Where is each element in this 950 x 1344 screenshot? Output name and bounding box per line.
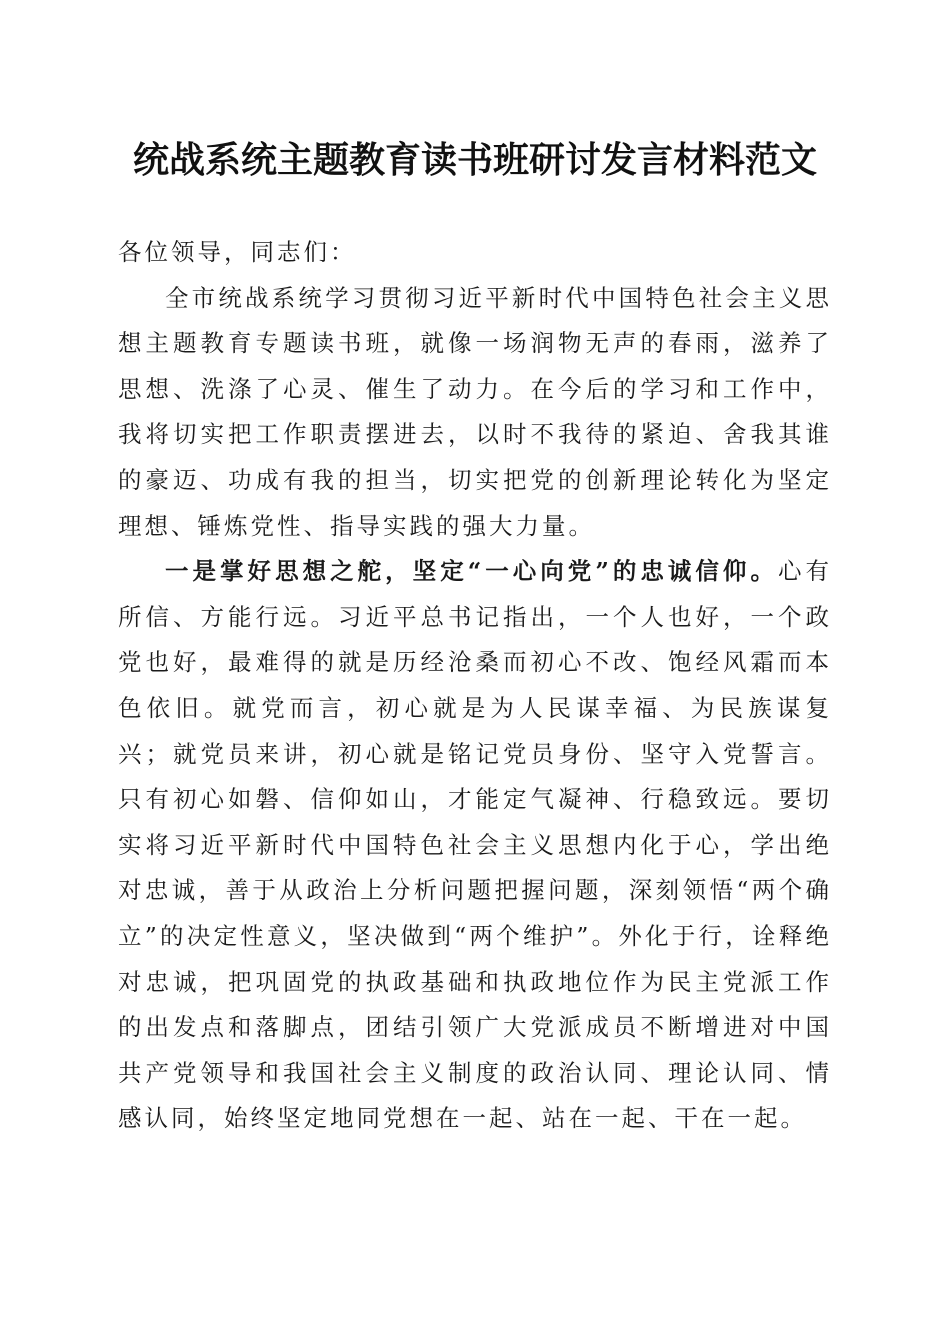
paragraph-point-one-lead: 一是掌好思想之舵，坚定“一心向党”的忠诚信仰。: [165, 557, 778, 586]
paragraph-point-one-body: 心有所信、方能行远。习近平总书记指出，一个人也好，一个政党也好，最难得的就是历经沧桑而初心不改、饱经风霜而本色依旧。就党而言，初心就是为人民谋幸福、为民族谋复兴；就党员来讲，初心就是铭记党员身份、坚守入党誓言。只有初心如磐、信仰如山，才能定气凝神、行稳致远。要切实将习近平新时代中国特色社会主义思想内化于心，学出绝对忠诚，善于从政治上分析问题把握问题，深刻领悟“两个确立”的决定性意义，坚决做到“两个维护”。外化于行，诠释绝对忠诚，把巩固党的执政基础和执政地位作为民主党派工作的出发点和落脚点，团结引领广大党派成员不断增进对中国共产党领导和我国社会主义制度的政治认同、理论认同、情感认同，始终坚定地同党想在一起、站在一起、干在一起。: [118, 557, 832, 1133]
document-body: [118, 230, 832, 1142]
paragraph-intro: 全市统战系统学习贯彻习近平新时代中国特色社会主义思想主题教育专题读书班，就像一场润物无声的春雨，滋养了思想、洗涤了心灵、催生了动力。在今后的学习和工作中，我将切实把工作职责摆进去，以时不我待的紧迫、舍我其谁的豪迈、功成有我的担当，切实把党的创新理论转化为坚定理想、锤炼党性、指导实践的强大力量。: [118, 283, 832, 540]
salutation: 各位领导，同志们：: [118, 238, 357, 266]
document-title: 统战系统主题教育读书班研讨发言材料范文: [132, 139, 817, 181]
paragraph-point-one: [118, 549, 832, 1142]
